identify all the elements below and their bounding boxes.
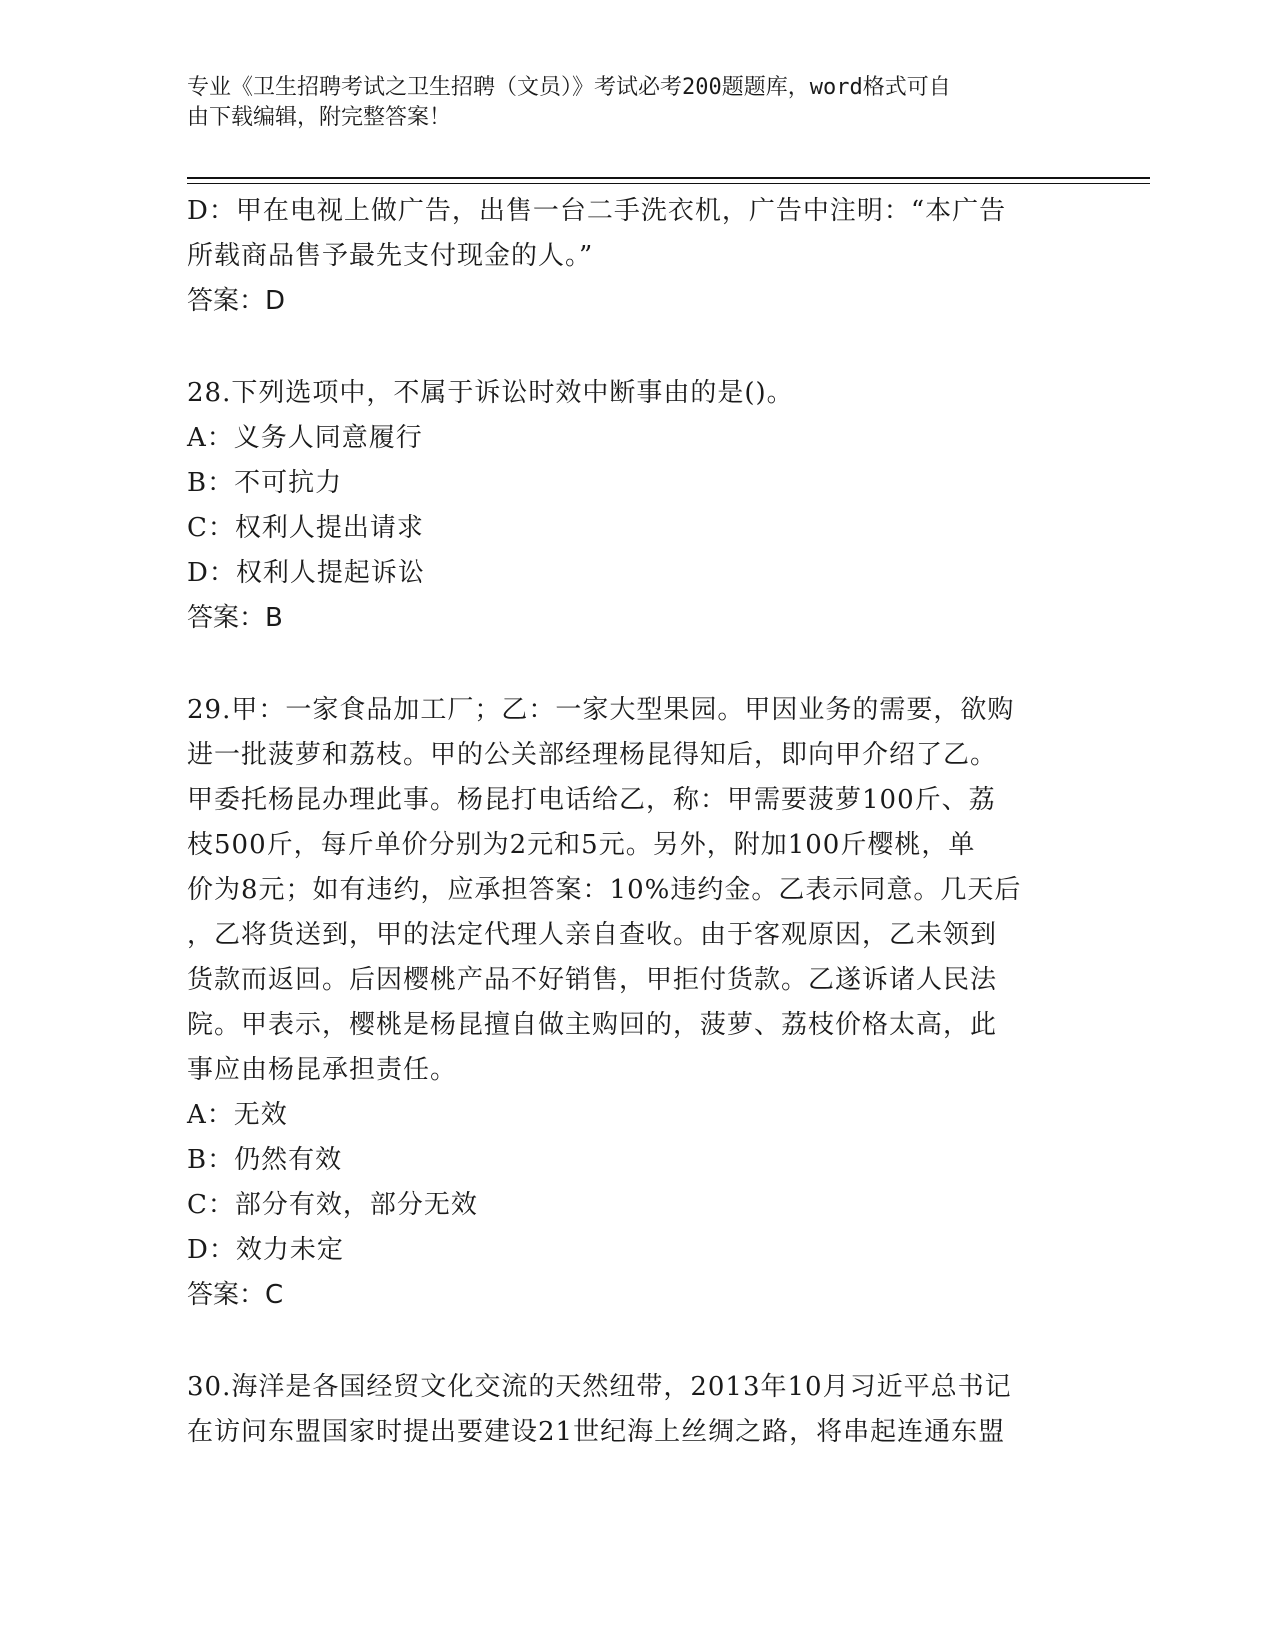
question-gap [187, 641, 1087, 688]
header-rule-thin [187, 183, 1150, 184]
option-b: B：不可抗力 [187, 468, 343, 498]
document-body [187, 189, 1087, 1455]
question-stem-line: 29.甲：一家食品加工厂；乙：一家大型果园。甲因业务的需要，欲购 [187, 695, 1015, 725]
option-d-line-2: 所载商品售予最先支付现金的人。” [187, 241, 594, 271]
header-rule-thick [187, 177, 1150, 179]
question-stem-line: 枝500斤，每斤单价分别为2元和5元。另外，附加100斤樱桃，单 [187, 830, 976, 860]
answer-29: 答案：C [187, 1280, 284, 1310]
question-30 [187, 1365, 1087, 1455]
option-b: B：仍然有效 [187, 1145, 343, 1175]
option-c: C：部分有效，部分无效 [187, 1190, 478, 1220]
question-stem-line: 30.海洋是各国经贸文化交流的天然纽带，2013年10月习近平总书记 [187, 1372, 1012, 1402]
question-stem-line: 在访问东盟国家时提出要建设21世纪海上丝绸之路，将串起连通东盟 [187, 1417, 1006, 1447]
option-d: D：权利人提起诉讼 [187, 558, 425, 588]
option-c: C：权利人提出请求 [187, 513, 424, 543]
question-stem-line: ，乙将货送到，甲的法定代理人亲自查收。由于客观原因，乙未领到 [187, 920, 998, 950]
question-gap [187, 324, 1087, 371]
question-stem-line: 价为8元；如有违约，应承担答案：10%违约金。乙表示同意。几天后 [187, 875, 1022, 905]
header-line-2: 由下载编辑，附完整答案！ [187, 105, 452, 130]
answer-27: 答案：D [187, 286, 286, 316]
question-stem: 28.下列选项中，不属于诉讼时效中断事由的是()。 [187, 378, 794, 408]
option-a: A：义务人同意履行 [187, 423, 423, 453]
question-gap [187, 1318, 1087, 1365]
question-28 [187, 371, 1087, 641]
question-stem-line: 进一批菠萝和荔枝。甲的公关部经理杨昆得知后，即向甲介绍了乙。 [187, 740, 998, 770]
question-29 [187, 688, 1087, 1318]
question-stem-line: 甲委托杨昆办理此事。杨昆打电话给乙，称：甲需要菠萝100斤、荔 [187, 785, 996, 815]
document-header [187, 73, 1087, 133]
question-stem-line: 事应由杨昆承担责任。 [187, 1055, 458, 1085]
option-d: D：效力未定 [187, 1235, 344, 1265]
question-stem-line: 货款而返回。后因樱桃产品不好销售，甲拒付货款。乙遂诉诸人民法 [187, 965, 998, 995]
header-line-1: 专业《卫生招聘考试之卫生招聘（文员）》考试必考200题题库，word格式可自 [187, 75, 951, 100]
answer-28: 答案：B [187, 603, 283, 633]
option-d-line-1: D：甲在电视上做广告，出售一台二手洗衣机，广告中注明：“本广告 [187, 196, 1007, 226]
question-stem-line: 院。甲表示，樱桃是杨昆擅自做主购回的，菠萝、荔枝价格太高，此 [187, 1010, 998, 1040]
option-a: A：无效 [187, 1100, 288, 1130]
question-27 [187, 189, 1087, 324]
